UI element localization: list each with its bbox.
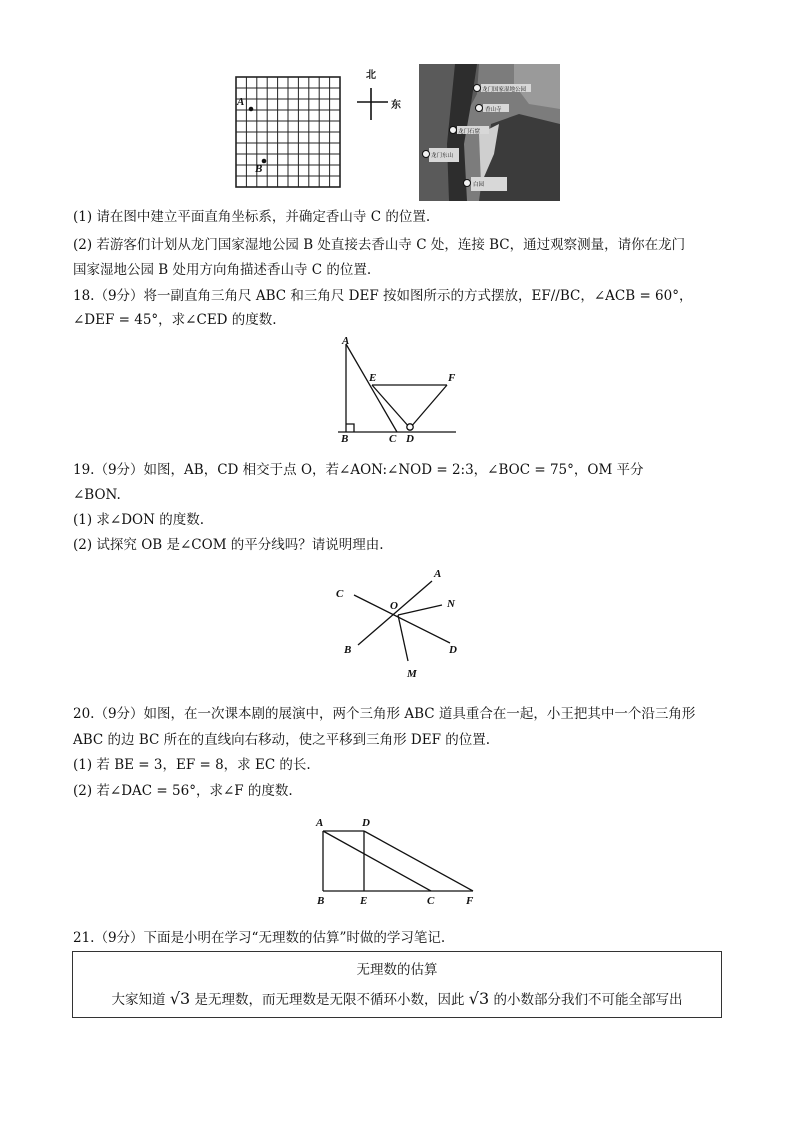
q20-label-a: A xyxy=(316,817,324,829)
map-label-4: 白园 xyxy=(473,182,485,188)
q18-label-f: F xyxy=(448,372,456,384)
q21-note-text-a: 大家知道 xyxy=(111,992,166,1008)
compass-east-label: 东 xyxy=(391,100,401,111)
q20-part2: (2) 若∠DAC = 56°，求∠F 的度数. xyxy=(73,783,293,799)
q19-label-b: B xyxy=(344,644,352,656)
grid-label-b: B xyxy=(255,163,263,175)
q18-label-c: C xyxy=(389,433,397,445)
q18-line2: ∠DEF = 45°，求∠CED 的度数. xyxy=(73,312,277,328)
q21-note-title: 无理数的估算 xyxy=(356,962,438,978)
grid-point-b xyxy=(262,159,267,164)
q19-part1: (1) 求∠DON 的度数. xyxy=(73,512,205,528)
grid-label-a: A xyxy=(237,96,245,108)
q20-label-e: E xyxy=(360,895,368,907)
q20-label-b: B xyxy=(317,895,325,907)
q21-note-body xyxy=(73,988,721,1008)
q21-note-text-b: 是无理数，而无理数是无限不循环小数，因此 xyxy=(194,992,465,1008)
q21-note-text-c: 的小数部分我们不可能全部写出 xyxy=(493,992,683,1008)
q17-part2-line2: 国家湿地公园 B 处用方向角描述香山寺 C 的位置. xyxy=(73,262,372,278)
q20-label-f: F xyxy=(466,895,474,907)
q20-figure xyxy=(318,826,478,894)
map-label-0: 龙门国家湿地公园 xyxy=(482,87,527,93)
q19-label-n: N xyxy=(447,598,455,610)
map-label-1: 香山寺 xyxy=(485,107,502,113)
q17-map-photo xyxy=(419,64,560,201)
q18-label-e: E xyxy=(369,372,377,384)
compass-icon xyxy=(354,78,390,122)
q20-part1: (1) 若 BE = 3，EF = 8，求 EC 的长. xyxy=(73,757,311,773)
q18-label-d: D xyxy=(406,433,414,445)
q19-label-m: M xyxy=(407,668,417,680)
q17-part1: (1) 请在图中建立平面直角坐标系，并确定香山寺 C 的位置. xyxy=(73,209,431,225)
q17-grid-figure xyxy=(230,72,345,192)
q19-line2: ∠BON. xyxy=(73,487,121,503)
q18-figure xyxy=(330,332,460,444)
q19-line1: 19.（9分）如图，AB，CD 相交于点 O，若∠AON:∠NOD = 2:3，∠BOC = 75°，OM 平分 xyxy=(73,462,644,478)
q20-line1: 20.（9分）如图，在一次课本剧的展演中，两个三角形 ABC 道具重合在一起，小王把其中一个沿三角形 xyxy=(73,706,696,722)
q20-label-d: D xyxy=(362,817,370,829)
q19-part2: (2) 试探究 OB 是∠COM 的平分线吗？请说明理由. xyxy=(73,537,384,553)
q21-note-box xyxy=(72,951,722,1018)
q17-part2-line1: (2) 若游客们计划从龙门国家湿地公园 B 处直接去香山寺 C 处，连接 BC，通过观察测量，请你在龙门 xyxy=(73,237,686,253)
q19-label-o: O xyxy=(390,600,398,612)
map-label-2: 龙门石窟 xyxy=(458,129,481,135)
map-label-3: 龙门东山 xyxy=(431,153,454,159)
q18-label-b: B xyxy=(341,433,349,445)
q21-line1: 21.（9分）下面是小明在学习“无理数的估算”时做的学习笔记. xyxy=(73,930,446,946)
compass-north-label: 北 xyxy=(366,70,376,81)
q19-label-c: C xyxy=(336,588,344,600)
sqrt-3-symbol-2: √3 xyxy=(468,989,490,1008)
grid-point-a xyxy=(249,107,254,112)
sqrt-3-symbol: √3 xyxy=(169,989,191,1008)
q18-label-a: A xyxy=(342,335,350,347)
q18-line1: 18.（9分）将一副直角三角尺 ABC 和三角尺 DEF 按如图所示的方式摆放，EF//BC，∠ACB = 60°， xyxy=(73,288,693,304)
q20-label-c: C xyxy=(427,895,435,907)
q19-label-a: A xyxy=(434,568,442,580)
q19-label-d: D xyxy=(449,644,457,656)
q20-line2: ABC 的边 BC 所在的直线向右移动，使之平移到三角形 DEF 的位置. xyxy=(73,732,491,748)
